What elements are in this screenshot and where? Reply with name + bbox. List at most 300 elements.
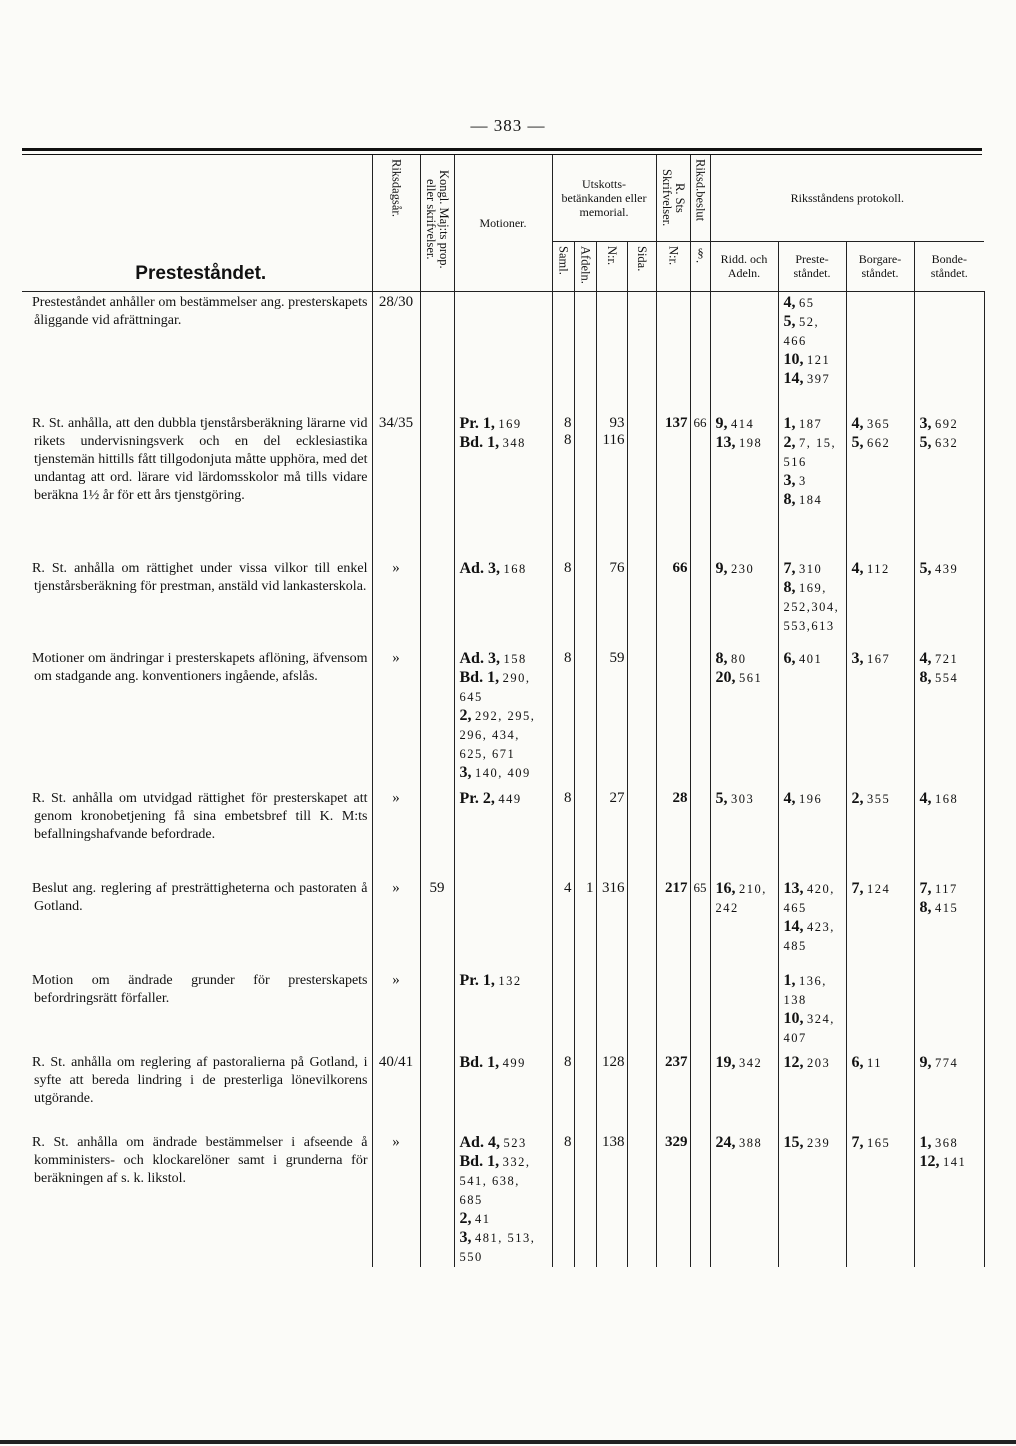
bonde-refs-volume: 5,: [919, 434, 932, 451]
bonde-refs-line: [920, 790, 982, 809]
table-row: [22, 1132, 984, 1267]
entry-text: Presteståndet anhåller om bestämmelser ang. presterskapets åliggande vid afrättningar.: [32, 294, 368, 328]
ridd-refs: [710, 648, 778, 788]
ridd-refs-page: 561: [739, 671, 763, 685]
motioner-refs: [454, 1132, 552, 1267]
entry-description: [22, 413, 372, 558]
preste-refs-volume: 4,: [783, 293, 796, 311]
header-rsts-nr: [656, 241, 690, 291]
ridd-refs-page: 242: [715, 901, 739, 915]
header-rsts-nr-label: N:r.: [666, 245, 681, 265]
preste-refs-volume: 12,: [783, 1054, 804, 1071]
utskott-sida: [627, 1052, 656, 1132]
preste-refs-page: 138: [783, 993, 807, 1007]
ridd-refs-line: [716, 650, 776, 669]
riksd-paragraph: [690, 1132, 710, 1267]
motioner-refs-page: 168: [503, 562, 527, 576]
table-row: [22, 788, 984, 878]
ridd-refs-page: 303: [731, 792, 755, 806]
preste-refs-page: 485: [783, 939, 807, 953]
preste-refs-volume: 5,: [783, 312, 796, 330]
bonde-refs: [914, 788, 984, 878]
ridd-refs-volume: 24,: [715, 1134, 736, 1151]
motioner-refs-volume: 2,: [459, 707, 472, 724]
bonde-refs: [914, 558, 984, 648]
preste-refs-volume: 6,: [783, 650, 796, 667]
preste-refs-page: 310: [799, 562, 823, 576]
borgare-refs-line: [852, 560, 912, 579]
utskott-nr: [596, 970, 627, 1052]
bonde-refs-page: 168: [935, 792, 959, 806]
utskott-saml-value: 8: [564, 790, 572, 806]
bonde-refs-line: [920, 415, 982, 434]
header-motioner: [454, 155, 552, 291]
utskott-sida: [627, 558, 656, 648]
borgare-refs: [846, 1132, 914, 1267]
motioner-refs-line: [460, 707, 550, 726]
bonde-refs-page: 439: [935, 562, 959, 576]
preste-refs-line: [784, 313, 844, 332]
utskott-sida: [627, 970, 656, 1052]
section-title: Presteståndet.: [22, 155, 372, 291]
borgare-refs: [846, 1052, 914, 1132]
utskott-sida: [627, 1132, 656, 1267]
utskott-nr: [596, 788, 627, 878]
borgare-refs-page: 662: [867, 436, 891, 450]
bonde-refs-line: [920, 899, 982, 918]
preste-refs-volume: 15,: [783, 1134, 804, 1151]
motioner-refs-line: [460, 1210, 550, 1229]
header-protokoll: [710, 155, 984, 241]
entry-description: [22, 291, 372, 413]
header-kongl: [420, 155, 454, 291]
bonde-refs-page: 632: [935, 436, 959, 450]
preste-refs: [778, 558, 846, 648]
entry-text: Beslut ang. reglering af presträttigheterna och pastoraten å Gotland.: [32, 881, 368, 914]
ridd-refs-line: [716, 899, 776, 918]
motioner-refs: [454, 558, 552, 648]
header-riksdagsar-label: Riksdagsår.: [389, 159, 404, 217]
motioner-refs-page: 625, 671: [459, 747, 516, 761]
preste-refs-line: [784, 370, 844, 389]
riksdag-year: »: [372, 1132, 420, 1267]
bonde-refs: [914, 970, 984, 1052]
ridd-refs-volume: 20,: [715, 669, 736, 686]
header-protokoll-label: Riksståndens protokoll.: [790, 190, 904, 205]
bonde-refs-page: 692: [935, 417, 959, 431]
preste-refs-page: 203: [807, 1056, 831, 1070]
preste-refs-volume: 10,: [783, 350, 804, 368]
bonde-refs: [914, 1052, 984, 1132]
entry-description: [22, 970, 372, 1052]
preste-refs-page: 252,304,: [783, 600, 840, 614]
bonde-refs-page: 554: [935, 671, 959, 685]
bonde-refs-volume: 9,: [919, 1054, 932, 1071]
header-sida-label: Sida.: [635, 245, 649, 271]
ridd-refs-page: 342: [739, 1056, 763, 1070]
preste-refs-line: [784, 1029, 844, 1048]
bonde-refs-line: [920, 560, 982, 579]
preste-refs-volume: 14,: [783, 918, 804, 935]
preste-refs-page: 397: [807, 371, 831, 386]
ridd-refs-volume: 19,: [715, 1054, 736, 1071]
preste-refs-volume: 1,: [783, 415, 796, 432]
utskott-sida: [627, 788, 656, 878]
utskott-nr-value: 128: [602, 1054, 625, 1070]
header-utskott-nr-label: N:r.: [605, 245, 619, 265]
ridd-refs-line: [716, 1054, 776, 1073]
ridd-refs-line: [716, 1134, 776, 1153]
header-rsts: [656, 155, 690, 241]
utskott-sida: [627, 648, 656, 788]
utskott-sida: [627, 413, 656, 558]
motioner-refs-page: 541, 638,: [459, 1174, 520, 1188]
motioner-refs-line: [460, 650, 550, 669]
borgare-refs-line: [852, 650, 912, 669]
motioner-refs-line: [460, 415, 550, 434]
header-riksdagsar: [372, 155, 420, 291]
motioner-refs-volume: Pr. 1,: [459, 415, 495, 432]
motioner-refs-page: 169: [498, 417, 522, 431]
motioner-refs-line: [460, 726, 550, 745]
borgare-refs: [846, 558, 914, 648]
ridd-refs-page: 198: [739, 436, 763, 450]
kongl-prop: [420, 1052, 454, 1132]
preste-refs-page: 423,: [807, 920, 835, 934]
motioner-refs-line: [460, 1054, 550, 1073]
preste-refs-volume: 14,: [783, 369, 804, 387]
header-ridd: [710, 241, 778, 291]
bonde-refs-volume: 8,: [919, 669, 932, 686]
bonde-refs-volume: 7,: [919, 880, 932, 897]
ridd-refs-line: [716, 415, 776, 434]
preste-refs-page: 239: [807, 1136, 831, 1150]
preste-refs-line: [784, 1054, 844, 1073]
bonde-refs-volume: 5,: [919, 560, 932, 577]
preste-refs: [778, 413, 846, 558]
preste-refs-volume: 8,: [783, 579, 796, 596]
header-saml: [552, 241, 574, 291]
preste-refs-page: 65: [799, 295, 815, 310]
rsts-nr: 137: [656, 413, 690, 558]
bonde-refs: [914, 648, 984, 788]
borgare-refs-page: 11: [867, 1056, 883, 1070]
motioner-refs-volume: 2,: [459, 1210, 472, 1227]
rsts-nr: 217: [656, 878, 690, 970]
borgare-refs-volume: 7,: [851, 880, 864, 897]
utskott-nr: [596, 878, 627, 970]
ridd-refs: [710, 558, 778, 648]
motioner-refs-line: [460, 669, 550, 688]
riksdag-year: »: [372, 648, 420, 788]
bonde-refs-volume: 8,: [919, 899, 932, 916]
utskott-nr-value: 138: [602, 1134, 625, 1150]
entry-text: Motioner om ändringar i presterskapets aflöning, äfvensom om stadgande ang. konventioners ingående, afslås.: [32, 651, 368, 684]
utskott-saml-value: 8: [564, 650, 572, 666]
motioner-refs-page: 481, 513,: [475, 1231, 536, 1245]
entry-description: [22, 648, 372, 788]
preste-refs-line: [784, 560, 844, 579]
preste-refs-page: 184: [799, 493, 823, 507]
borgare-refs-page: 355: [867, 792, 891, 806]
ridd-refs: [710, 970, 778, 1052]
preste-refs-line: [784, 472, 844, 491]
header-riksd-s: [690, 241, 710, 291]
preste-refs-page: 3: [799, 474, 807, 488]
kongl-prop: [420, 1132, 454, 1267]
riksd-paragraph: [690, 1052, 710, 1132]
header-utskott-label: Utskotts- betänkanden eller memorial.: [561, 176, 647, 219]
preste-refs: [778, 1052, 846, 1132]
ridd-refs: [710, 788, 778, 878]
header-rsts-label: R. Sts Skrifvelser.: [660, 169, 688, 227]
motioner-refs-page: 158: [503, 652, 527, 666]
borgare-refs-volume: 4,: [851, 415, 864, 432]
kongl-prop: 59: [420, 878, 454, 970]
header-utskott: [552, 155, 656, 241]
borgare-refs: [846, 788, 914, 878]
preste-refs-volume: 10,: [783, 1010, 804, 1027]
entry-description: [22, 878, 372, 970]
utskott-afdeln: [574, 788, 596, 878]
borgare-refs-line: [852, 1134, 912, 1153]
preste-refs-page: 401: [799, 652, 823, 666]
preste-refs: [778, 878, 846, 970]
motioner-refs-line: [460, 1229, 550, 1248]
preste-refs-volume: 13,: [783, 880, 804, 897]
riksd-paragraph: [690, 788, 710, 878]
utskott-nr: [596, 1132, 627, 1267]
preste-refs-line: [784, 332, 844, 351]
ridd-refs-page: 210,: [739, 882, 767, 896]
borgare-refs-page: 124: [867, 882, 891, 896]
utskott-nr: [596, 413, 627, 558]
riksd-paragraph: [690, 558, 710, 648]
utskott-nr: [596, 1052, 627, 1132]
preste-refs-line: [784, 918, 844, 937]
preste-refs-line: [784, 598, 844, 617]
borgare-refs-line: [852, 880, 912, 899]
utskott-saml-value: 8: [564, 1054, 572, 1070]
riksd-paragraph: 65: [690, 878, 710, 970]
header-bonde-label: Bonde- ståndet.: [930, 252, 968, 280]
preste-refs-line: [784, 579, 844, 598]
bonde-refs-line: [920, 669, 982, 688]
entry-text: R. St. anhålla, att den dubbla tjenstårsberäkning lärarne vid rikets undervisningsverk och en del ecklesiastika tjenstemän hittills fått tillgodonjuta måtte upphöra, med det undantag att ord. lärare vid lärdomsskolor må tills vidare beräkna 1½ år för ett års tjenstgöring.: [32, 416, 368, 503]
motioner-refs-page: 290,: [502, 671, 531, 685]
utskott-afdeln: 1: [574, 878, 596, 970]
ridd-refs-volume: 5,: [715, 790, 728, 807]
rsts-nr: [656, 970, 690, 1052]
preste-refs-page: 407: [783, 1031, 807, 1045]
preste-refs-line: [784, 790, 844, 809]
header-ridd-label: Ridd. och Adeln.: [720, 252, 768, 280]
motioner-refs-page: 499: [502, 1056, 526, 1070]
ridd-refs-page: 414: [731, 417, 755, 431]
entry-text: R. St. anhålla om utvidgad rättighet för presterskapet att genom kronobetjening få sina embetsbref till K. M:ts befallningshafvande befordrade.: [32, 791, 368, 842]
bonde-refs-page: 774: [935, 1056, 959, 1070]
kongl-prop: [420, 788, 454, 878]
table-row: [22, 970, 984, 1052]
motioner-refs-page: 685: [459, 1193, 483, 1207]
motioner-refs-line: [460, 560, 550, 579]
bonde-refs-line: [920, 434, 982, 453]
ridd-refs: [710, 878, 778, 970]
table-row: [22, 291, 984, 413]
ridd-refs-volume: 8,: [715, 650, 728, 667]
borgare-refs: [846, 413, 914, 558]
preste-refs-volume: 2,: [783, 434, 796, 451]
preste-refs-line: [784, 491, 844, 510]
riksdag-year: 28/30: [372, 291, 420, 413]
motioner-refs: [454, 970, 552, 1052]
entry-text: Motion om ändrade grunder för presterskapets befordringsrätt förfaller.: [32, 973, 368, 1006]
preste-refs-line: [784, 453, 844, 472]
top-rule: [22, 148, 982, 151]
motioner-refs: [454, 291, 552, 413]
motioner-refs-volume: Ad. 4,: [459, 1134, 500, 1151]
utskott-saml: [552, 558, 574, 648]
header-kongl-label: Kongl. Maj:ts prop. eller skrifvelser.: [424, 169, 451, 269]
entry-description: [22, 1052, 372, 1132]
utskott-afdeln: [574, 1132, 596, 1267]
bonde-refs-page: 415: [935, 901, 959, 915]
ridd-refs-line: [716, 669, 776, 688]
entry-text: R. St. anhålla om ändrade bestämmelser i afseende å komministers- och klockarelöner samt i grunderna för beräkningen af s. k. likstol.: [32, 1135, 368, 1186]
borgare-refs-volume: 7,: [851, 1134, 864, 1151]
rsts-nr: 237: [656, 1052, 690, 1132]
ridd-refs: [710, 1052, 778, 1132]
ridd-refs-line: [716, 434, 776, 453]
preste-refs-volume: 8,: [783, 491, 796, 508]
motioner-refs: [454, 788, 552, 878]
utskott-sida: [627, 878, 656, 970]
preste-refs-page: 7, 15,: [799, 436, 837, 450]
ridd-refs-volume: 9,: [715, 560, 728, 577]
utskott-saml: [552, 1052, 574, 1132]
motioner-refs-line: [460, 764, 550, 783]
motioner-refs: [454, 878, 552, 970]
bonde-refs-line: [920, 650, 982, 669]
preste-refs-page: 187: [799, 417, 823, 431]
entry-text: R. St. anhålla om reglering af pastoralierna på Gotland, i syfte att bereda lindring i de presterliga lönevilkorens utgörande.: [32, 1055, 368, 1106]
motioner-refs-page: 348: [502, 436, 526, 450]
bonde-refs-line: [920, 1134, 982, 1153]
bonde-refs-page: 117: [935, 882, 958, 896]
ridd-refs: [710, 413, 778, 558]
bonde-refs: [914, 1132, 984, 1267]
utskott-nr-value: 316: [602, 880, 625, 896]
utskott-afdeln: [574, 648, 596, 788]
header-motioner-label: Motioner.: [479, 215, 527, 230]
preste-refs-page: 466: [783, 333, 807, 348]
borgare-refs-line: [852, 790, 912, 809]
motioner-refs-page: 523: [503, 1136, 527, 1150]
entry-text: R. St. anhålla om rättighet under vissa vilkor till enkel tjenstårsberäkning för prestman, anstäld vid lankasterskola.: [32, 561, 368, 594]
ridd-refs-line: [716, 560, 776, 579]
bonde-refs: [914, 878, 984, 970]
bonde-refs-line: [920, 1153, 982, 1172]
motioner-refs-page: 132: [498, 974, 522, 988]
preste-refs: [778, 291, 846, 413]
preste-refs-page: 553,613: [783, 619, 835, 633]
kongl-prop: [420, 970, 454, 1052]
preste-refs-line: [784, 415, 844, 434]
header-borgare-label: Borgare- ståndet.: [858, 252, 902, 280]
utskott-saml: [552, 788, 574, 878]
riksd-paragraph: [690, 648, 710, 788]
borgare-refs-volume: 2,: [851, 790, 864, 807]
ridd-refs: [710, 291, 778, 413]
preste-refs-line: [784, 937, 844, 956]
utskott-afdeln: [574, 970, 596, 1052]
preste-refs-line: [784, 650, 844, 669]
header-preste-label: Preste- ståndet.: [793, 252, 831, 280]
motioner-refs-volume: Bd. 1,: [459, 434, 500, 451]
utskott-nr-value: 27: [609, 790, 625, 806]
utskott-saml: [552, 1132, 574, 1267]
motioner-refs-line: [460, 688, 550, 707]
borgare-refs-volume: 4,: [851, 560, 864, 577]
rsts-nr: [656, 648, 690, 788]
header-utskott-nr: [596, 241, 627, 291]
preste-refs-line: [784, 991, 844, 1010]
motioner-refs-line: [460, 1134, 550, 1153]
riksd-paragraph: [690, 291, 710, 413]
motioner-refs-page: 41: [475, 1212, 491, 1226]
rsts-nr: 28: [656, 788, 690, 878]
motioner-refs-volume: Pr. 2,: [459, 790, 495, 807]
ridd-refs-line: [716, 790, 776, 809]
preste-refs: [778, 1132, 846, 1267]
header-afdeln-label: Afdeln.: [578, 245, 593, 284]
borgare-refs-volume: 5,: [851, 434, 864, 451]
borgare-refs-volume: 6,: [851, 1054, 864, 1071]
motioner-refs-page: 332,: [502, 1155, 531, 1169]
bonde-refs-line: [920, 880, 982, 899]
ridd-refs: [710, 1132, 778, 1267]
preste-refs-volume: 7,: [783, 560, 796, 577]
motioner-refs-volume: Bd. 1,: [459, 1054, 500, 1071]
preste-refs-volume: 4,: [783, 790, 796, 807]
ridd-refs-volume: 9,: [715, 415, 728, 432]
utskott-saml-value: 8: [564, 560, 572, 576]
motioner-refs: [454, 648, 552, 788]
riksdag-year: 34/35: [372, 413, 420, 558]
motioner-refs-volume: Ad. 3,: [459, 650, 500, 667]
bonde-refs-page: 721: [935, 652, 959, 666]
preste-refs-volume: 1,: [783, 972, 796, 989]
riksdag-year: »: [372, 558, 420, 648]
header-sida: [627, 241, 656, 291]
motioner-refs-page: 296, 434,: [459, 728, 520, 742]
borgare-refs: [846, 970, 914, 1052]
bonde-refs-page: 141: [943, 1155, 967, 1169]
preste-refs-line: [784, 972, 844, 991]
borgare-refs-volume: 3,: [851, 650, 864, 667]
riksdag-year: »: [372, 970, 420, 1052]
preste-refs-page: 52,: [799, 314, 820, 329]
utskott-saml-value: 4: [564, 880, 572, 896]
rsts-nr: [656, 291, 690, 413]
riksdag-year: »: [372, 788, 420, 878]
motioner-refs-volume: Bd. 1,: [459, 669, 500, 686]
motioner-refs-line: [460, 972, 550, 991]
kongl-prop: [420, 413, 454, 558]
bonde-refs: [914, 413, 984, 558]
entry-description: [22, 1132, 372, 1267]
borgare-refs: [846, 291, 914, 413]
